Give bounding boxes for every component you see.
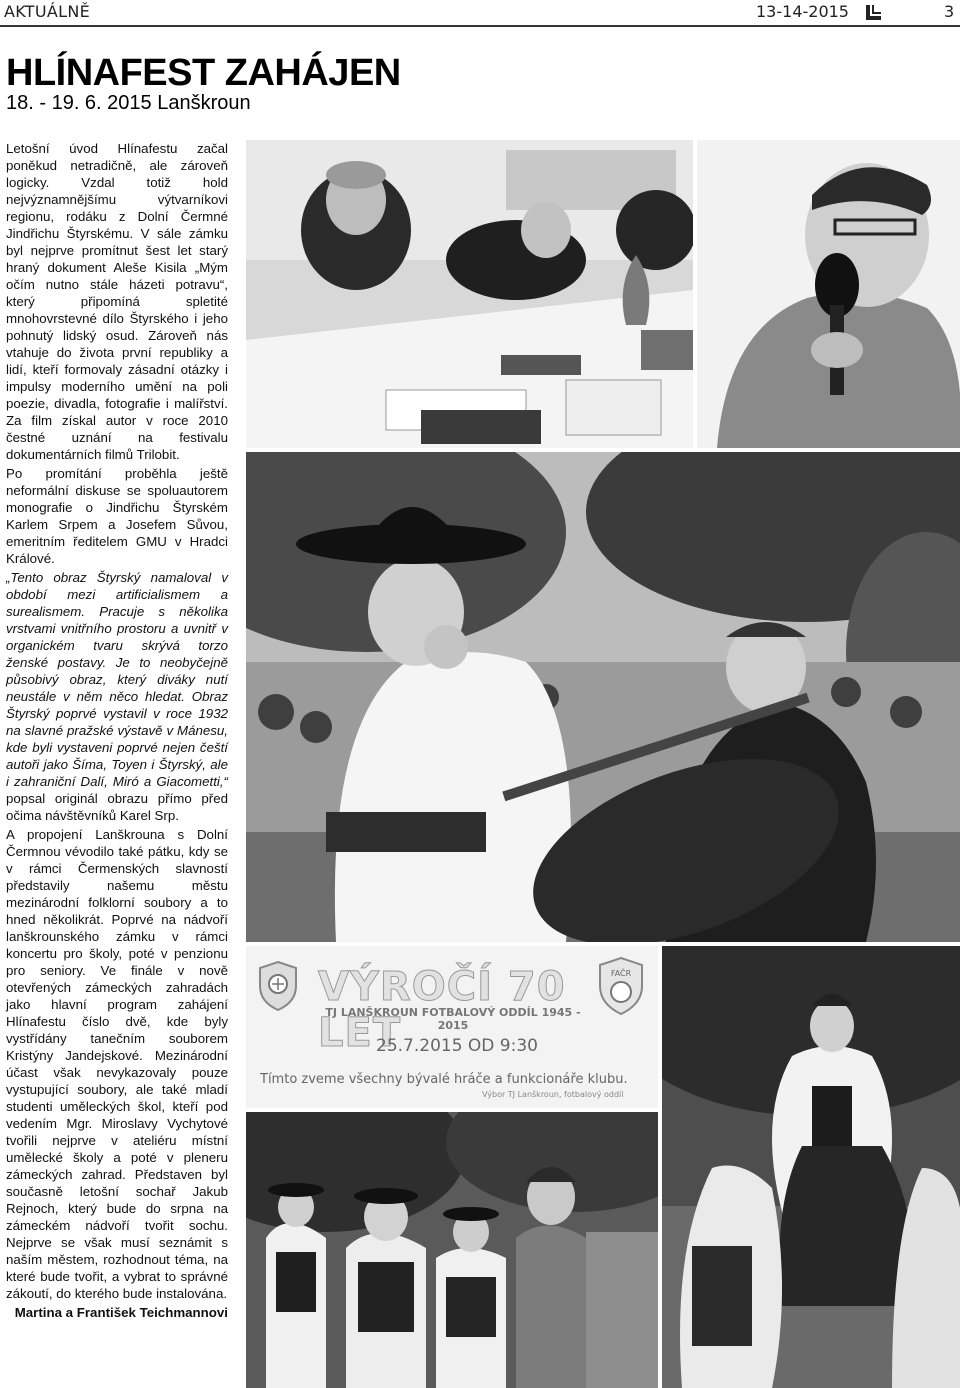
article-subtitle: 18. - 19. 6. 2015 Lanškroun [6,92,251,114]
facr-crest-icon [598,956,644,1016]
article-title: HLÍNAFEST ZAHÁJEN [6,52,401,94]
section-label: AKTUÁLNĚ [4,2,91,21]
article-paragraph-3: A propojení Lanškrouna s Dolní Čermnou vévodilo také pátku, kdy se v rámci Čermenských slavností představily našemu městu mezinárodní folklorní soubory a to hned několikrát. Poprvé na nádvoří lanškrounského zámku v rámci koncertu pro školy, poté v penzionu pro seniory. Ve finále v nově otevřených zámeckých zahradách jako hlavní program zahájení Hlínafestu číslo dvě, kde byly vystřídány tanečním souborem Kristýny Jandejskové. Mezinárodní účast však nevykazovaly pouze vystupující soubory, ale také mladí studenti uměleckých škol, kteří pod vedením Mgr. Miroslavy Vychytové tvořili nejprve v ateliéru místní umělecké školy a poté v pleneru zámeckých zahrad. Představen byl současně letošní sochař Jakub Rejnoch, který bude do srpna na zámeckém nádvoří tvořit sochu. Nejprve se však musí seznámit s naším městem, rozhodnout téma, na které bude tvořit, a vybrat to správné zákoutí, do kterého bude instalována. [6,827,228,1301]
article-paragraph-quote [6,569,228,824]
poster-date: 25.7.2015 OD 9:30 [376,1036,538,1056]
quote-text: „Tento obraz Štyrský namaloval v období mezi artificialismem a surealismem. Pracuje s několika vrstvami vnitřního prostoru a uvnitř v organickém tvaru skrývá torzo ženské postavy. Je to neobyčejně působivý obraz, který diváky nutí neustále v něm něco hledat. Obraz Štyrský poprvé vystavil v roce 1932 na slavné pražské výstavě v Mánesu, kde byli vystaveni poprvé nejen čeští autoři jako Šíma, Toyen i Štyrský, ale i zahraniční Dalí, Miró a Giacometti,“ [6,570,228,789]
article-body [6,140,228,1323]
header-divider [0,25,960,27]
photo-speaker-microphone [697,140,960,448]
article-author: Martina a František Teichmannovi [14,1305,228,1320]
issue-date: 13-14-2015 [756,2,849,21]
poster-anniversary [246,946,658,1108]
photo-dancers [662,946,960,1388]
article-paragraph-1: Letošní úvod Hlínafestu začal poněkud netradičně, ale zároveň logicky. Vzdal totiž hold nejvýznamnějšímu výtvarníkovi regionu, rodáku z Dolní Čermné Jindřichu Štyrskému. V sále zámku byl nejprve promítnut šest let starý hraný dokument Aleše Kisila „Mým očím nutno stále házeti potravu“, který připomíná spletité mnohovrstevné dílo Štyrského i jeho pohnutý lidský osud. Zároveň nás vtahuje do života první republiky a lidí, kteří formovaly zásadní otázky i impulsy moderního umění na poli poezie, divadla, fotografie i malířství. Za film získal autor v roce 2010 čestné uznání na festivalu dokumentárních filmů Trilobit. [6,141,228,462]
page-number: 3 [944,2,955,21]
photo-children-costumes [246,1112,658,1388]
photo-folk-performers [246,452,960,942]
lanskroun-l-logo-icon [865,4,883,22]
tj-lanskroun-crest-icon [258,960,298,1012]
facr-crest-label: FAČR [610,969,632,978]
photo-students-drawing [246,140,693,448]
poster-invitation: Tímto zveme všechny bývalé hráče a funkcionáře klubu. [260,1072,628,1087]
poster-signature: Výbor TJ Lanškroun, fotbalový oddíl [482,1090,624,1099]
article-paragraph-2: Po promítání proběhla ještě neformální diskuse se spoluautorem monografie o Jindřichu Štyrském Karlem Srpem a Josefem Sůvou, emeritním ředitelem GMU v Hradci Králové. [6,466,228,566]
page-header [0,0,960,28]
poster-club: TJ LANŠKROUN FOTBALOVÝ ODDÍL 1945 - 2015 [325,1006,581,1032]
quote-tail: popsal originál obrazu přímo před očima návštěvníků Karel Srp. [6,791,228,823]
poster-title: VÝROČÍ 70 LET [318,964,566,1056]
